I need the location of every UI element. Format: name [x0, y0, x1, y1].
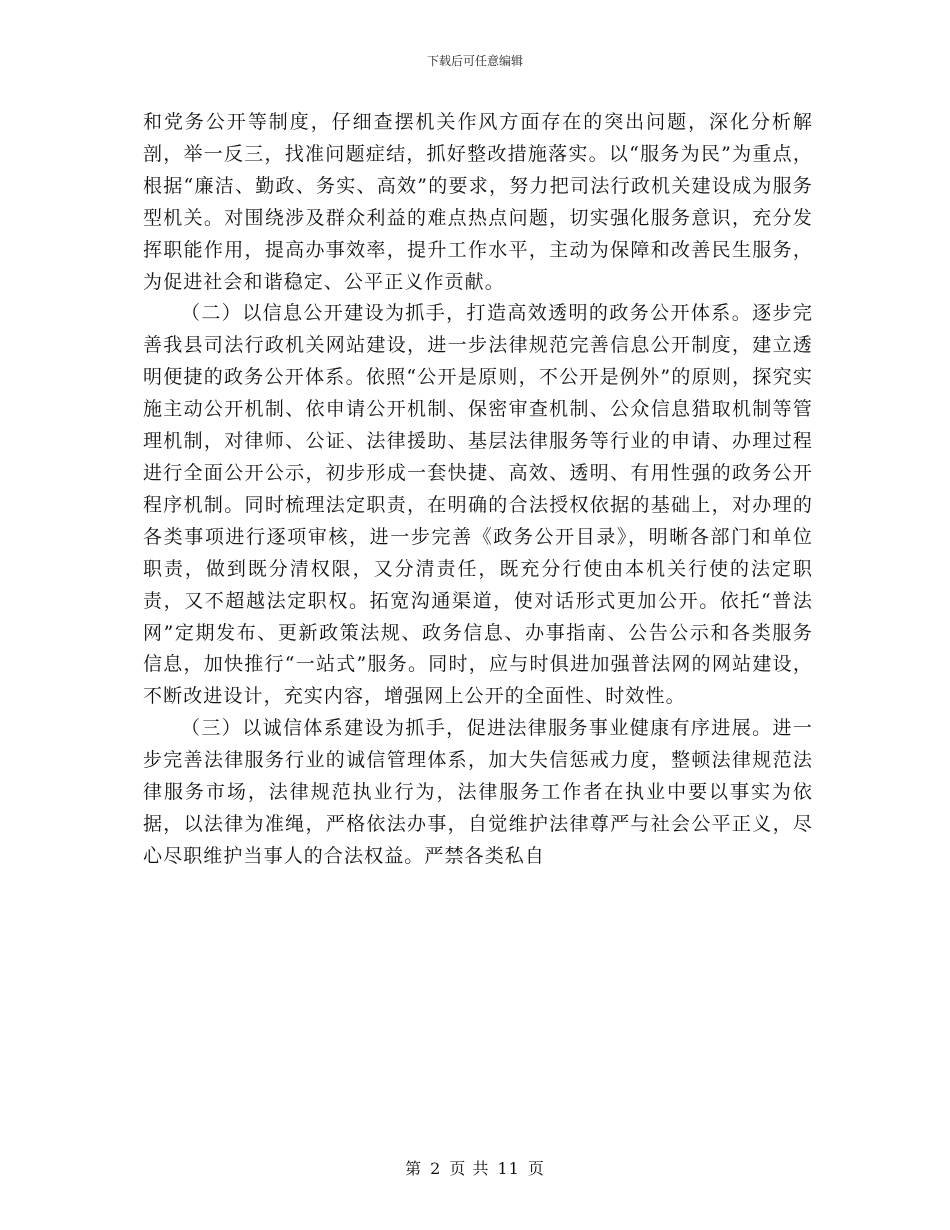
page-footer — [0, 1156, 950, 1179]
total-page-count: 11 — [497, 1159, 520, 1178]
document-body — [143, 107, 813, 873]
paragraph-continued: 和党务公开等制度，仔细查摆机关作风方面存在的突出问题，深化分析解剖，举一反三，找准问题症结，抓好整改措施落实。以“服务为民”为重点，根据“廉洁、勤政、务实、高效”的要求，努力把司法行政机关建设成为服务型机关。对围绕涉及群众利益的难点热点问题，切实强化服务意识，充分发挥职能作用，提高办事效率，提升工作水平，主动为保障和改善民生服务，为促进社会和谐稳定、公平正义作贡献。 — [143, 111, 813, 293]
footer-suffix: 页 — [527, 1159, 545, 1178]
current-page-number: 2 — [430, 1159, 442, 1178]
page-header — [0, 52, 950, 69]
paragraph-section-2: （二）以信息公开建设为抓手，打造高效透明的政务公开体系。逐步完善我县司法行政机关网站建设，进一步法律规范完善信息公开制度，建立透明便捷的政务公开体系。依照“公开是原则，不公开是例外”的原则，探究实施主动公开机制、依申请公开机制、保密审查机制、公众信息猎取机制等管理机制，对律师、公证、法律援助、基层法律服务等行业的申请、办理过程进行全面公开公示，初步形成一套快捷、高效、透明、有用性强的政务公开程序机制。同时梳理法定职责，在明确的合法授权依据的基础上，对办理的各类事项进行逐项审核，进一步完善《政务公开目录》，明晰各部门和单位职责，做到既分清权限，又分清责任，既充分行使由本机关行使的法定职责，又不超越法定职权。拓宽沟通渠道，使对话形式更加公开。依托“普法网”定期发布、更新政策法规、政务信息、办事指南、公告公示和各类服务信息，加快推行“一站式”服务。同时，应与时俱进加强普法网的网站建设，不断改进设计，充实内容，增强网上公开的全面性、时效性。 — [143, 302, 813, 708]
footer-prefix: 第 — [405, 1159, 423, 1178]
header-note: 下载后可任意编辑 — [426, 54, 523, 68]
paragraph-section-3: （三）以诚信体系建设为抓手，促进法律服务事业健康有序进展。进一步完善法律服务行业的诚信管理体系，加大失信惩戒力度，整顿法律规范法律服务市场，法律规范执业行为，法律服务工作者在执业中要以事实为依据，以法律为准绳，严格依法办事，自觉维护法律尊严与社会公平正义，尽心尽职维护当事人的合法权益。严禁各类私自 — [143, 717, 813, 867]
footer-middle: 页 共 — [449, 1159, 490, 1178]
